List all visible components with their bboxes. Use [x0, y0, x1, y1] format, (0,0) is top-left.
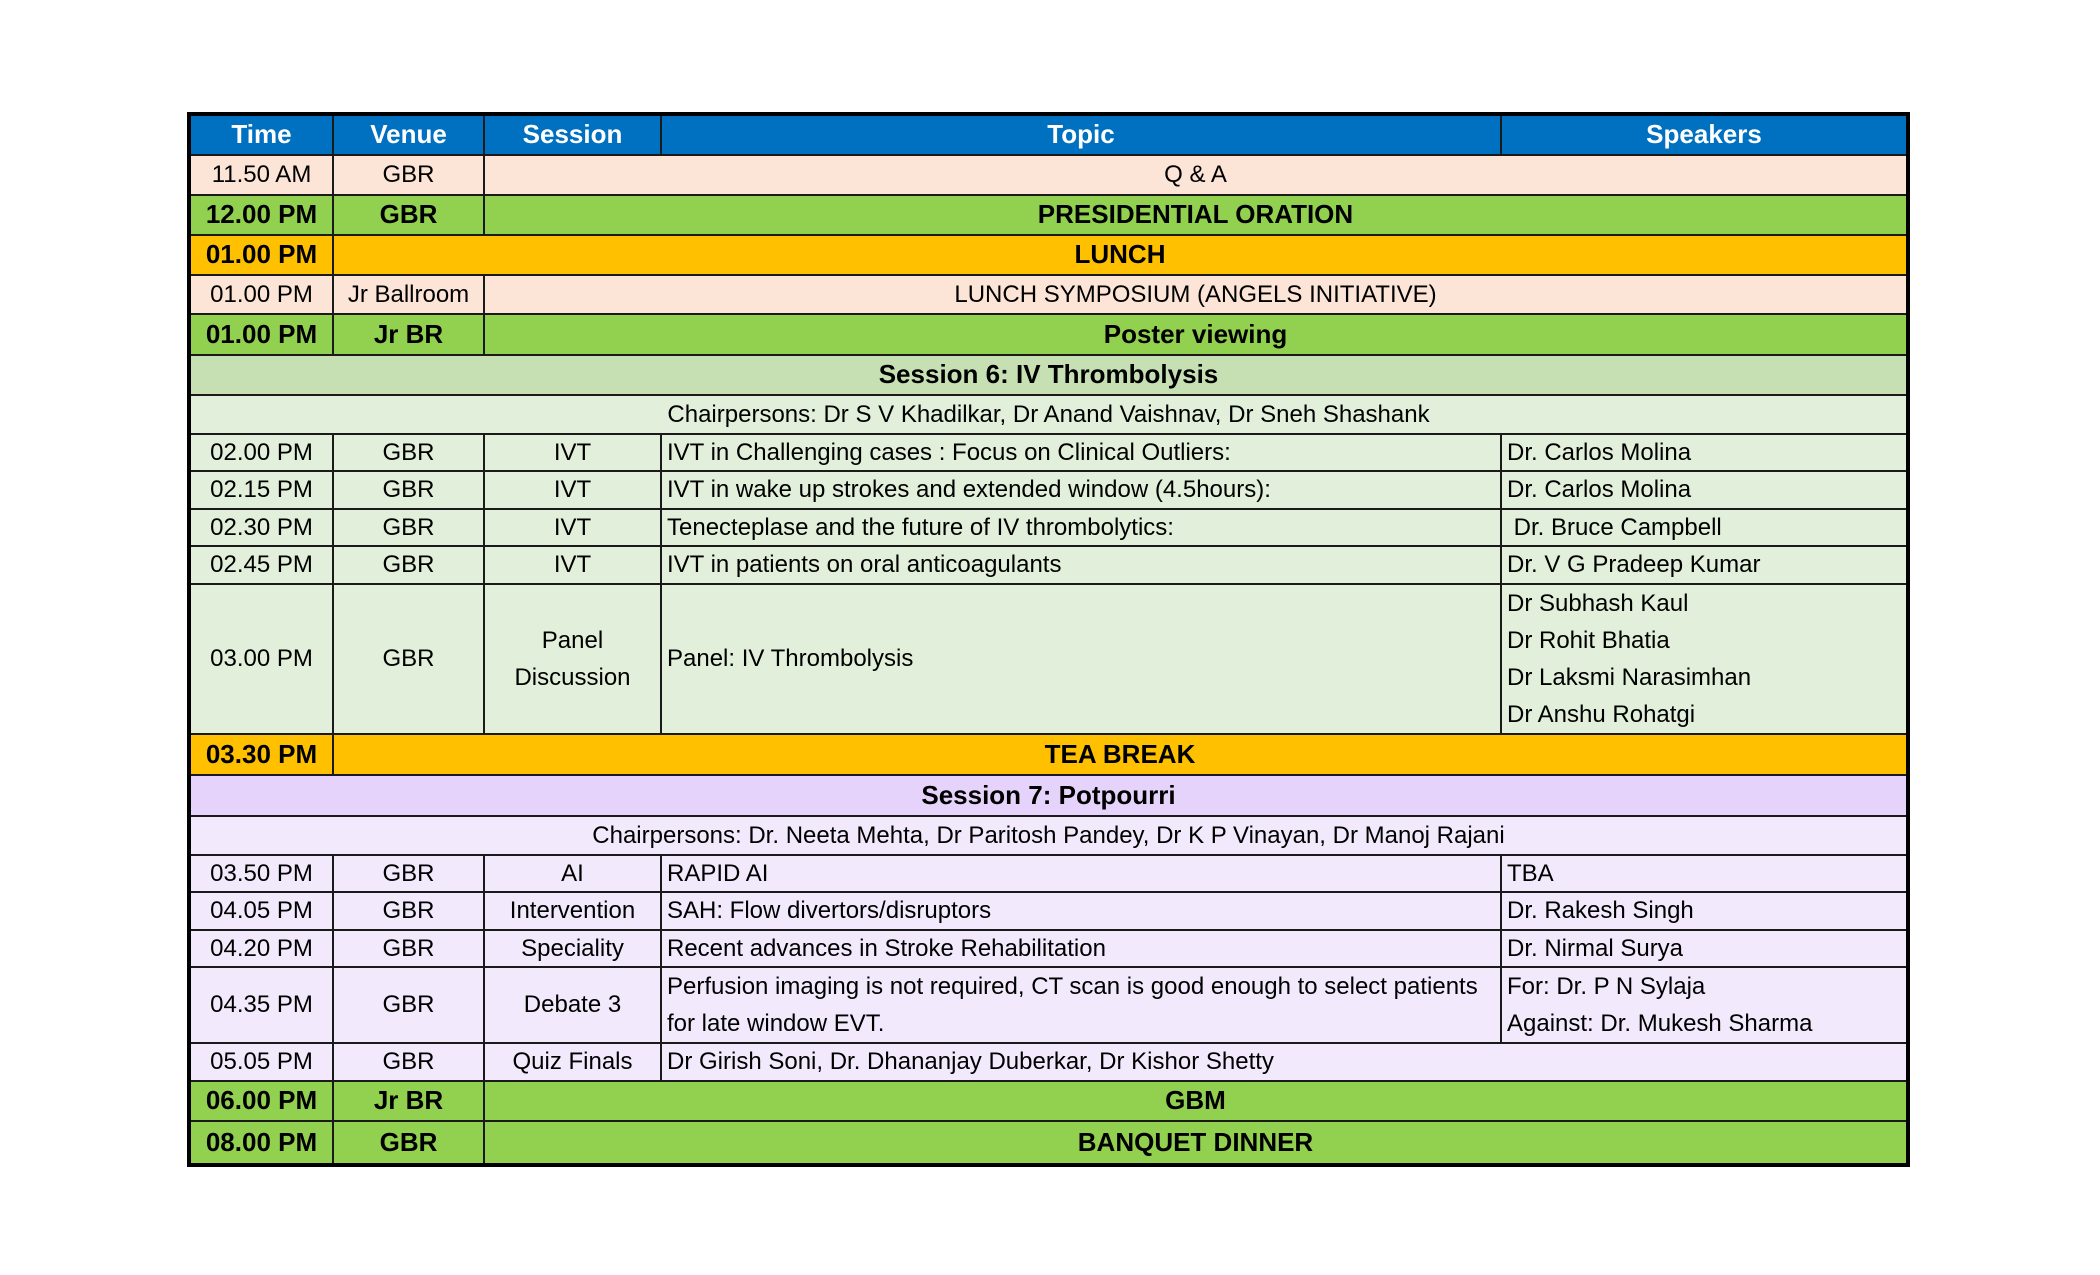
- venue-cell: Jr Ballroom: [333, 275, 484, 314]
- topic-cell: Panel: IV Thrombolysis: [661, 584, 1501, 734]
- session-cell: Debate 3: [484, 967, 661, 1043]
- time-cell: 11.50 AM: [189, 155, 333, 195]
- debate-row: [189, 967, 1908, 1043]
- table-row: [189, 1081, 1908, 1121]
- session-cell: IVT: [484, 434, 661, 471]
- table-row: [189, 275, 1908, 314]
- panel-row: [189, 584, 1908, 734]
- event-title: LUNCH SYMPOSIUM (ANGELS INITIATIVE): [484, 275, 1908, 314]
- speaker-cell: Dr. Bruce Campbell: [1501, 509, 1908, 546]
- header-row: [189, 114, 1908, 155]
- table-row: [189, 434, 1908, 471]
- table-row: [189, 930, 1908, 967]
- time-cell: 08.00 PM: [189, 1121, 333, 1165]
- table-row: [189, 314, 1908, 355]
- panelist: Dr Rohit Bhatia: [1507, 627, 1670, 654]
- table-row: [189, 1043, 1908, 1081]
- table-row: [189, 155, 1908, 195]
- time-cell: 02.15 PM: [189, 471, 333, 509]
- table-row: [189, 892, 1908, 930]
- quiz-participants: Dr Girish Soni, Dr. Dhananjay Duberkar, Dr Kishor Shetty: [661, 1043, 1908, 1081]
- session-title: Session 6: IV Thrombolysis: [189, 355, 1908, 395]
- speaker-against: Against: Dr. Mukesh Sharma: [1507, 1010, 1813, 1037]
- debate-speakers-cell: [1501, 967, 1908, 1043]
- venue-cell: GBR: [333, 155, 484, 195]
- topic-cell: SAH: Flow divertors/disruptors: [661, 892, 1501, 930]
- header-time: Time: [189, 114, 333, 155]
- panelist: Dr Subhash Kaul: [1507, 590, 1689, 617]
- session-cell: IVT: [484, 509, 661, 546]
- venue-cell: GBR: [333, 509, 484, 546]
- venue-cell: GBR: [333, 892, 484, 930]
- topic-cell: IVT in Challenging cases : Focus on Clinical Outliers:: [661, 434, 1501, 471]
- venue-cell: GBR: [333, 930, 484, 967]
- speaker-cell: TBA: [1501, 855, 1908, 892]
- chairpersons: Chairpersons: Dr S V Khadilkar, Dr Anand Vaishnav, Dr Sneh Shashank: [189, 395, 1908, 434]
- time-cell: 03.50 PM: [189, 855, 333, 892]
- session-cell: AI: [484, 855, 661, 892]
- session-title: Session 7: Potpourri: [189, 775, 1908, 816]
- table-row: [189, 509, 1908, 546]
- session-cell: Intervention: [484, 892, 661, 930]
- time-cell: 02.00 PM: [189, 434, 333, 471]
- event-title: GBM: [484, 1081, 1908, 1121]
- header-session: Session: [484, 114, 661, 155]
- venue-cell: GBR: [333, 967, 484, 1043]
- session-cell: [484, 584, 661, 734]
- time-cell: 03.00 PM: [189, 584, 333, 734]
- venue-cell: Jr BR: [333, 314, 484, 355]
- panelist: Dr Laksmi Narasimhan: [1507, 664, 1752, 691]
- topic-cell: Recent advances in Stroke Rehabilitation: [661, 930, 1501, 967]
- table-row: [189, 235, 1908, 275]
- time-cell: 04.20 PM: [189, 930, 333, 967]
- table-row: [189, 195, 1908, 235]
- header-speakers: Speakers: [1501, 114, 1908, 155]
- time-cell: 05.05 PM: [189, 1043, 333, 1081]
- session-header-row: [189, 355, 1908, 395]
- header-venue: Venue: [333, 114, 484, 155]
- event-title: LUNCH: [333, 235, 1908, 275]
- schedule-table: [187, 112, 1910, 1167]
- time-cell: 01.00 PM: [189, 235, 333, 275]
- venue-cell: GBR: [333, 855, 484, 892]
- time-cell: 02.30 PM: [189, 509, 333, 546]
- speaker-cell: Dr. Nirmal Surya: [1501, 930, 1908, 967]
- venue-cell: GBR: [333, 546, 484, 584]
- chairpersons: Chairpersons: Dr. Neeta Mehta, Dr Paritosh Pandey, Dr K P Vinayan, Dr Manoj Rajani: [189, 816, 1908, 855]
- chairpersons-row: [189, 816, 1908, 855]
- time-cell: 04.35 PM: [189, 967, 333, 1043]
- event-title: BANQUET DINNER: [484, 1121, 1908, 1165]
- session-cell: IVT: [484, 546, 661, 584]
- panelists-cell: [1501, 584, 1908, 734]
- time-cell: 02.45 PM: [189, 546, 333, 584]
- session-cell: Speciality: [484, 930, 661, 967]
- session-cell: IVT: [484, 471, 661, 509]
- event-title: TEA BREAK: [333, 734, 1908, 775]
- time-cell: 03.30 PM: [189, 734, 333, 775]
- venue-cell: GBR: [333, 434, 484, 471]
- topic-cell: IVT in patients on oral anticoagulants: [661, 546, 1501, 584]
- venue-cell: GBR: [333, 584, 484, 734]
- venue-cell: GBR: [333, 1121, 484, 1165]
- session-header-row: [189, 775, 1908, 816]
- venue-cell: GBR: [333, 195, 484, 235]
- table-row: [189, 1121, 1908, 1165]
- time-cell: 06.00 PM: [189, 1081, 333, 1121]
- time-cell: 01.00 PM: [189, 314, 333, 355]
- event-title: Poster viewing: [484, 314, 1908, 355]
- speaker-cell: Dr. Rakesh Singh: [1501, 892, 1908, 930]
- speaker-cell: Dr. V G Pradeep Kumar: [1501, 546, 1908, 584]
- topic-cell: Tenecteplase and the future of IV thrombolytics:: [661, 509, 1501, 546]
- venue-cell: GBR: [333, 1043, 484, 1081]
- chairpersons-row: [189, 395, 1908, 434]
- topic-cell: RAPID AI: [661, 855, 1501, 892]
- table-row: [189, 546, 1908, 584]
- time-cell: 01.00 PM: [189, 275, 333, 314]
- time-cell: 12.00 PM: [189, 195, 333, 235]
- session-line: Discussion: [514, 664, 631, 691]
- topic-cell: Perfusion imaging is not required, CT scan is good enough to select patients for late window EVT.: [661, 967, 1501, 1043]
- time-cell: 04.05 PM: [189, 892, 333, 930]
- venue-cell: Jr BR: [333, 1081, 484, 1121]
- speaker-cell: Dr. Carlos Molina: [1501, 434, 1908, 471]
- header-topic: Topic: [661, 114, 1501, 155]
- table-row: [189, 855, 1908, 892]
- venue-cell: GBR: [333, 471, 484, 509]
- topic-cell: IVT in wake up strokes and extended window (4.5hours):: [661, 471, 1501, 509]
- event-title: Q & A: [484, 155, 1908, 195]
- table-row: [189, 471, 1908, 509]
- table-row: [189, 734, 1908, 775]
- speaker-cell: Dr. Carlos Molina: [1501, 471, 1908, 509]
- session-line: Panel: [541, 627, 604, 654]
- event-title: PRESIDENTIAL ORATION: [484, 195, 1908, 235]
- panelist: Dr Anshu Rohatgi: [1507, 701, 1696, 728]
- session-cell: Quiz Finals: [484, 1043, 661, 1081]
- speaker-for: For: Dr. P N Sylaja: [1507, 973, 1706, 1000]
